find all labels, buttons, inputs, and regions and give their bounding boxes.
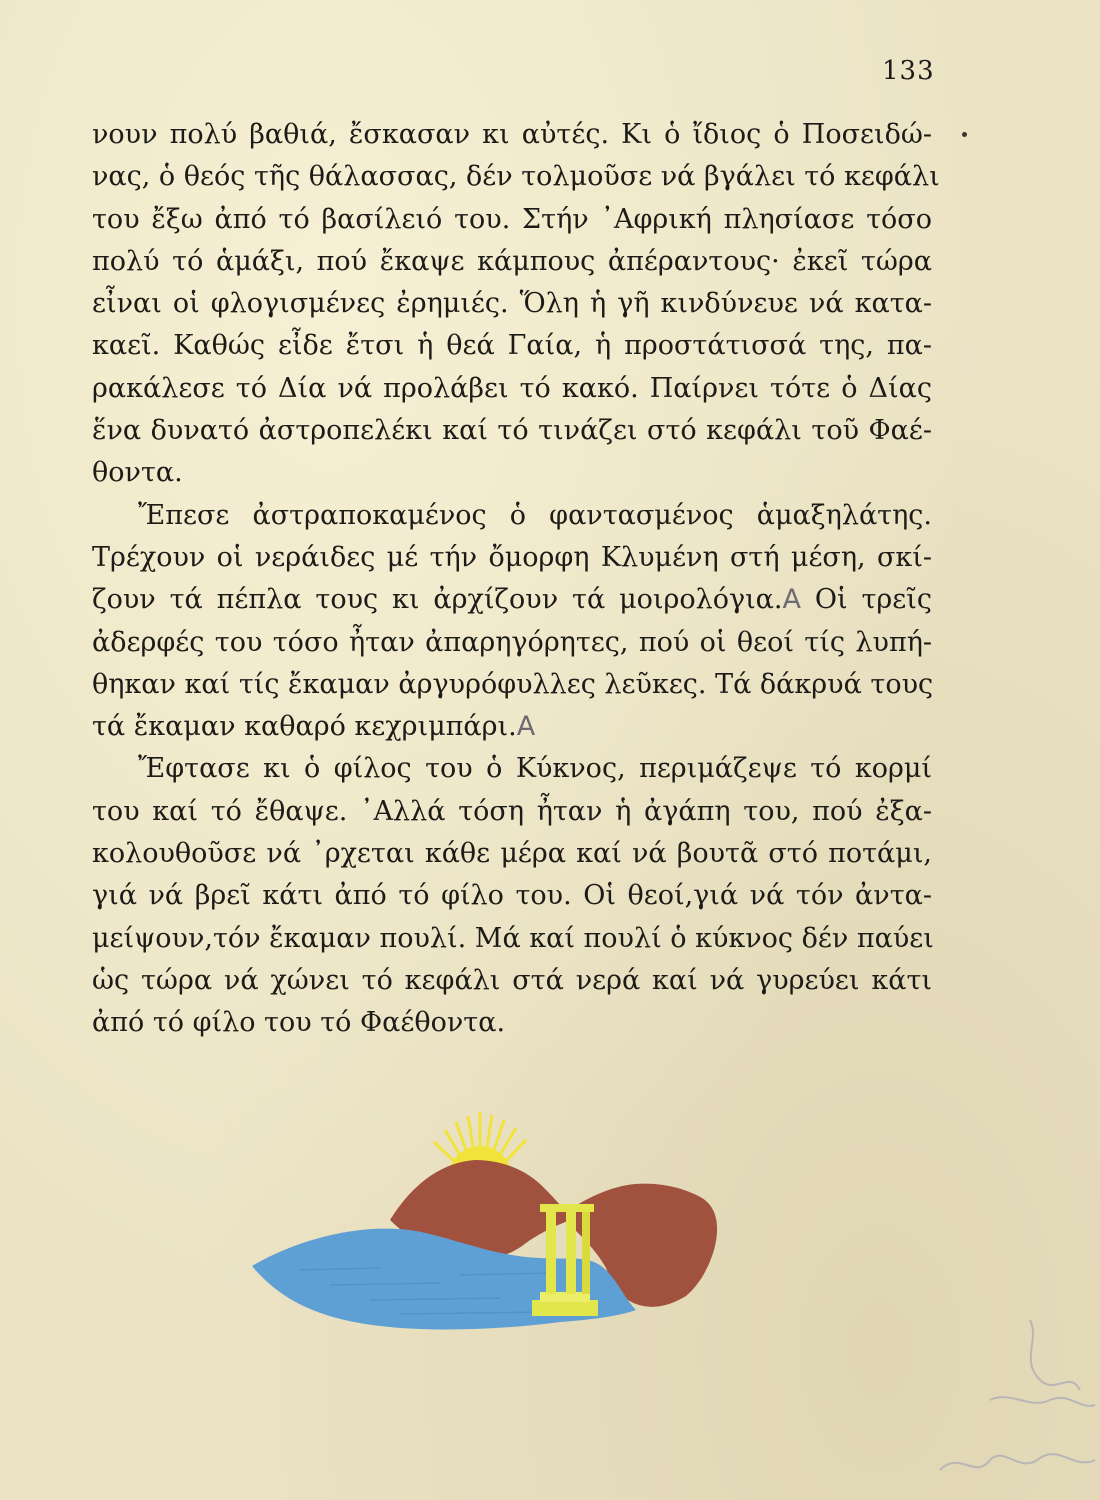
text-line: πολύ τό ἁμάξι, πού ἔκαψε κάμπους ἀπέραντους· ἐκεῖ τώρα (92, 245, 932, 277)
paragraph-1 (92, 114, 940, 495)
text-line: του καί τό ἔθαψε. ᾿Αλλά τόση ἦταν ἡ ἀγάπη του, πού ἐξα- (92, 795, 932, 827)
text-line: νας, ὁ θεός τῆς θάλασσας, δέν τολμοῦσε νά βγάλει τό κεφάλι (92, 161, 940, 193)
text-line: του ἔξω ἀπό τό βασίλειό του. Στήν ᾿Αφρική πλησίασε τόσο (92, 203, 932, 235)
temple-column (546, 1210, 556, 1294)
margin-handwriting-scribble (930, 1300, 1100, 1500)
text-segment: τά ἔκαμαν καθαρό κεχριμπάρι. (92, 711, 517, 743)
pencil-correction-mark: A (782, 584, 801, 616)
temple-lintel (540, 1204, 594, 1212)
temple-base (532, 1300, 598, 1316)
page-text (92, 114, 940, 1045)
text-line: θηκαν καί τίς ἔκαμαν ἀργυρόφυλλες λεῦκες. Τά δάκρυά τους (92, 668, 934, 700)
text-line: θοντα. (92, 457, 183, 489)
text-line: μείψουν,τόν ἔκαμαν πουλί. Μά καί πουλί ὁ κύκνος δέν παύει (92, 922, 934, 954)
text-segment: Οἱ τρεῖς (814, 584, 932, 616)
text-line: ἕνα δυνατό ἀστροπελέκι καί τό τινάζει στό κεφάλι τοῦ Φαέ- (92, 415, 932, 447)
text-line: ὡς τώρα νά χώνει τό κεφάλι στά νερά καί νά γυρεύει κάτι (92, 964, 932, 996)
text-line: γιά νά βρεῖ κάτι ἀπό τό φίλο του. Οἱ θεοί,γιά νά τόν ἀντα- (92, 880, 932, 912)
text-segment: ζουν τά πέπλα τους κι ἀρχίζουν τά μοιρολόγια. (92, 584, 783, 616)
text-line: ἀπό τό φίλο του τό Φαέθοντα. (92, 1007, 506, 1039)
paragraph-3 (92, 748, 932, 1044)
text-line: εἶναι οἱ φλογισμένες ἐρημιές. Ὅλη ἡ γῆ κινδύνευε νά κατα- (92, 288, 932, 320)
text-line: ἀδερφές του τόσο ἦταν ἀπαρηγόρητες, πού οἱ θεοί τίς λυπή- (92, 626, 932, 658)
text-line: Ἔπεσε ἀστραποκαμένος ὁ φαντασμένος ἁμαξηλάτης. (138, 499, 932, 531)
text-line: νουν πολύ βαθιά, ἔσκασαν κι αὐτές. Κι ὁ ἴδιος ὁ Ποσειδώ- (92, 119, 932, 150)
text-line: κολουθοῦσε νά ᾿ρχεται κάθε μέρα καί νά βουτᾶ στό ποτάμι, (92, 838, 932, 870)
text-line-with-mark (92, 706, 932, 748)
text-line: Τρέχουν οἱ νεράιδες μέ τήν ὄμορφη Κλυμένη στή μέση, σκί- (92, 541, 932, 573)
sea-island-sunrise-illustration (240, 1100, 740, 1340)
text-line: Ἔφτασε κι ὁ φίλος του ὁ Κύκνος, περιμάζεψε τό κορμί (138, 753, 932, 785)
margin-dot-mark (962, 132, 967, 137)
temple-column (566, 1210, 576, 1294)
temple-column (582, 1210, 590, 1294)
page-number: 133 (882, 56, 935, 86)
text-line: ρακάλεσε τό Δία νά προλάβει τό κακό. Παίρνει τότε ὁ Δίας (92, 372, 932, 404)
text-line: καεῖ. Καθώς εἶδε ἔτσι ἡ θεά Γαία, ἡ προστάτισσά της, πα- (92, 330, 932, 362)
text-line-with-mark (92, 579, 932, 621)
paragraph-2 (92, 495, 932, 749)
pencil-correction-mark: A (516, 711, 536, 743)
